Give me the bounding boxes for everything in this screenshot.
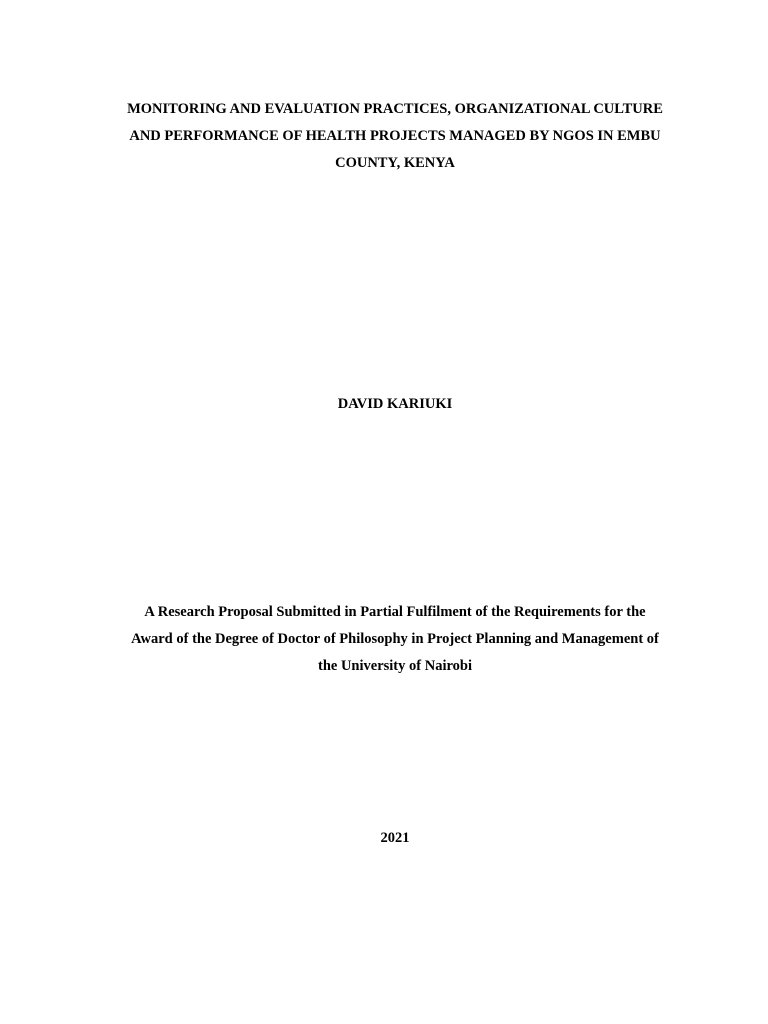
proposal-line-2: Award of the Degree of Doctor of Philosophy in Project Planning and Management of (131, 631, 659, 647)
title-line-1: MONITORING AND EVALUATION PRACTICES, ORGANIZATIONAL CULTURE (127, 101, 663, 117)
author-line: DAVID KARIUKI (337, 396, 453, 412)
proposal-statement (100, 599, 690, 680)
title-line-2: AND PERFORMANCE OF HEALTH PROJECTS MANAGED BY NGOS IN EMBU (129, 128, 661, 144)
proposal-line-3: the University of Nairobi (318, 658, 472, 674)
year-line: 2021 (380, 830, 410, 846)
proposal-line-1: A Research Proposal Submitted in Partial Fulfilment of the Requirements for the (144, 604, 646, 620)
thesis-title (100, 96, 690, 177)
author-name (100, 391, 690, 418)
submission-year (100, 825, 690, 852)
title-line-3: COUNTY, KENYA (335, 155, 455, 171)
